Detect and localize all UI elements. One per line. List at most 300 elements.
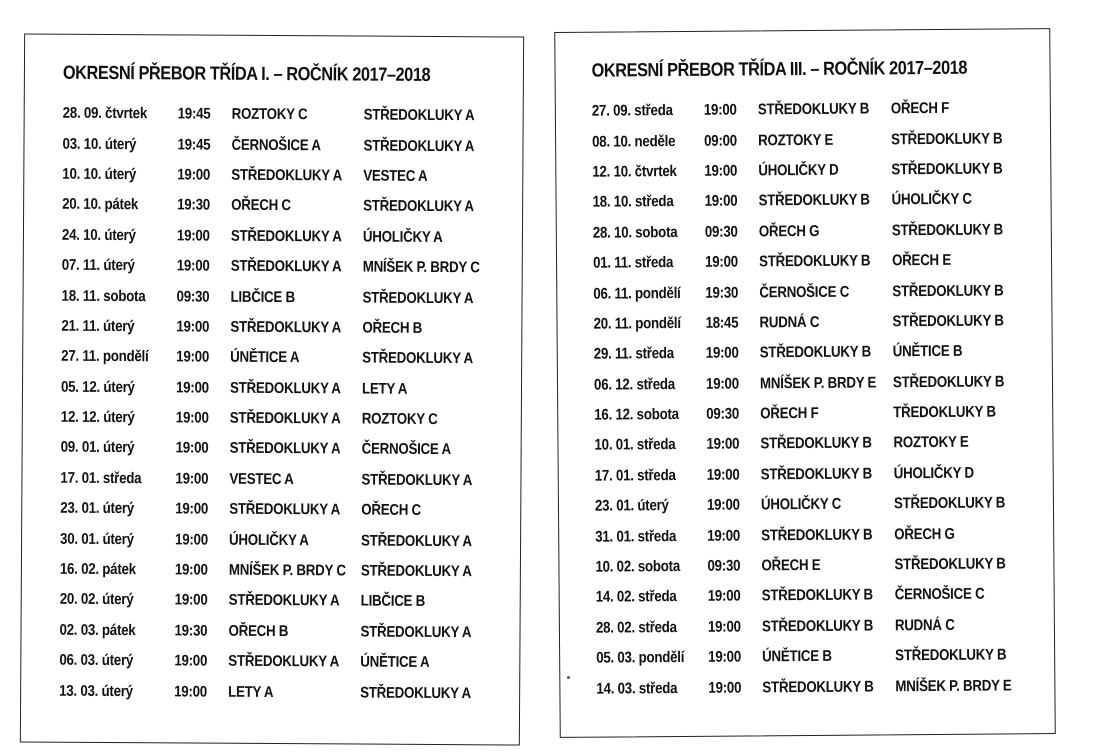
home-team — [759, 222, 892, 241]
home-team — [762, 587, 895, 606]
away-team-text: STŘEDOKLUKY B — [893, 494, 1006, 513]
match-time — [708, 649, 762, 667]
match-date-text: 14. 03. středa — [596, 679, 678, 698]
away-team-text: STŘEDOKLUKY A — [363, 197, 474, 216]
home-team-text: ČERNOŠICE C — [759, 283, 850, 301]
match-row — [23, 402, 521, 435]
match-date-text: 13. 03. úterý — [59, 682, 133, 700]
match-date — [596, 679, 708, 698]
match-date — [62, 226, 177, 245]
away-team-text: STŘEDOKLUKY A — [360, 684, 471, 702]
away-team-text: ROZTOKY C — [361, 410, 438, 429]
match-date — [59, 622, 174, 641]
away-team-text: ÚNĚTICE A — [360, 653, 430, 672]
match-row — [24, 129, 522, 162]
away-team — [362, 350, 502, 369]
match-row — [557, 215, 1051, 249]
away-team — [362, 441, 502, 460]
match-date-text: 07. 11. úterý — [61, 256, 135, 275]
home-team — [760, 344, 893, 363]
away-team — [360, 623, 500, 642]
match-time — [175, 561, 229, 579]
home-team-text: STŘEDOKLUKY A — [228, 652, 340, 671]
home-team — [759, 313, 892, 332]
away-team-text: STŘEDOKLUKY B — [894, 555, 1006, 574]
match-time — [706, 405, 760, 423]
match-date-text: 12. 10. čtvrtek — [592, 162, 677, 181]
home-team-text: STŘEDOKLUKY B — [758, 252, 871, 271]
home-team-text: STŘEDOKLUKY B — [757, 100, 870, 119]
away-team-text: STŘEDOKLUKY A — [362, 349, 473, 368]
match-date-text: 02. 03. pátek — [59, 621, 136, 639]
away-team — [893, 343, 1033, 362]
match-time-text: 19:45 — [177, 105, 211, 123]
away-team — [892, 191, 1032, 210]
match-row — [558, 427, 1052, 461]
match-date — [593, 224, 705, 243]
match-row — [557, 306, 1051, 340]
match-row — [25, 98, 523, 131]
away-team — [891, 99, 1031, 118]
match-time-text: 19:00 — [176, 257, 210, 275]
match-row — [23, 372, 521, 405]
away-team-text: OŘECH B — [362, 319, 423, 337]
match-time — [708, 679, 762, 697]
match-time — [176, 379, 230, 397]
match-row — [23, 281, 521, 314]
match-time — [175, 470, 229, 488]
match-date-text: 24. 10. úterý — [61, 226, 136, 244]
home-team — [231, 227, 363, 246]
away-team — [893, 403, 1033, 422]
match-time-text: 19:00 — [176, 318, 210, 336]
match-date — [593, 284, 705, 303]
match-time-text: 19:00 — [706, 496, 740, 515]
match-date-text: 12. 12. úterý — [60, 408, 135, 427]
match-time — [705, 253, 759, 271]
match-time-text: 19:30 — [177, 196, 210, 214]
match-date-text: 28. 10. sobota — [592, 223, 678, 242]
match-row — [556, 154, 1050, 188]
home-team-text: OŘECH G — [758, 222, 820, 241]
home-team — [229, 592, 361, 611]
match-date-text: 17. 01. středa — [60, 469, 142, 488]
home-team-text: ÚHOLIČKY C — [760, 495, 842, 514]
home-team-text: STŘEDOKLUKY A — [229, 440, 341, 458]
home-team-text: STŘEDOKLUKY A — [229, 501, 341, 519]
home-team-text: ÚNĚTICE A — [230, 349, 300, 367]
home-team — [761, 465, 894, 484]
match-time — [177, 136, 231, 154]
match-date — [59, 682, 174, 701]
home-team-text: STŘEDOKLUKY A — [229, 409, 341, 428]
match-row — [22, 554, 520, 587]
home-team-text: STŘEDOKLUKY A — [230, 318, 342, 337]
away-team — [894, 525, 1034, 544]
match-time-text: 19:00 — [176, 348, 210, 366]
match-time-text: 19:00 — [177, 166, 211, 184]
match-time-text: 19:00 — [704, 253, 738, 271]
home-team-text: STŘEDOKLUKY B — [759, 343, 872, 362]
match-date-text: 10. 01. středa — [594, 436, 676, 455]
home-team — [231, 136, 363, 155]
home-team — [758, 161, 891, 180]
match-time-text: 19:00 — [705, 344, 739, 363]
match-date-text: 10. 10. úterý — [62, 165, 137, 184]
away-team — [895, 646, 1035, 665]
home-team — [761, 496, 894, 515]
away-team — [361, 563, 501, 582]
match-date-text: 08. 10. neděle — [592, 132, 676, 151]
schedule-title: OKRESNÍ PŘEBOR TŘÍDA III. – ROČNÍK 2017–2018 — [591, 57, 968, 82]
match-date — [60, 500, 175, 519]
away-team-text: STŘEDOKLUKY A — [363, 137, 475, 155]
away-team — [363, 228, 503, 247]
home-team-text: RUDNÁ C — [759, 313, 820, 332]
home-team — [230, 349, 362, 368]
schedule-card-class-iii — [554, 28, 1056, 738]
match-time — [175, 501, 229, 519]
home-team-text: ROZTOKY C — [231, 105, 308, 124]
away-team — [893, 373, 1033, 392]
match-date-text: 28. 09. čtvrtek — [62, 104, 148, 123]
match-date-text: 20. 02. úterý — [59, 591, 134, 609]
match-date-text: 14. 02. středa — [595, 588, 677, 607]
match-date-text: 06. 11. pondělí — [593, 284, 681, 303]
match-time-text: 18:45 — [705, 314, 739, 332]
away-team — [363, 289, 503, 308]
away-team-text: STŘEDOKLUKY A — [363, 106, 475, 125]
home-team — [230, 379, 362, 398]
match-date — [594, 345, 706, 364]
away-team-text: TŘEDOKLUKY B — [893, 403, 996, 422]
match-date — [595, 558, 707, 577]
home-team — [228, 683, 360, 702]
match-date — [596, 588, 708, 607]
home-team-text: STŘEDOKLUKY B — [758, 191, 870, 210]
away-team — [894, 464, 1034, 483]
match-list — [556, 93, 1055, 705]
match-date-text: 30. 01. úterý — [60, 530, 134, 548]
home-team — [760, 404, 893, 423]
home-team-text: OŘECH F — [760, 404, 819, 423]
home-team-text: STŘEDOKLUKY B — [761, 586, 873, 605]
match-date — [593, 315, 705, 334]
match-time-text: 19:00 — [175, 379, 209, 397]
home-team-text: OŘECH E — [761, 556, 821, 575]
home-team — [759, 192, 892, 211]
match-time — [706, 436, 760, 454]
match-time — [177, 197, 231, 215]
match-row — [560, 579, 1054, 613]
match-time-text: 19:30 — [174, 622, 208, 640]
home-team — [231, 167, 363, 186]
match-time-text: 19:00 — [175, 531, 208, 549]
match-time-text: 19:30 — [705, 284, 739, 302]
match-row — [24, 250, 522, 283]
match-row — [559, 458, 1053, 492]
match-time-text: 09:30 — [707, 557, 741, 575]
match-row — [23, 433, 521, 466]
match-time-text: 19:00 — [174, 591, 208, 610]
match-row — [22, 463, 520, 496]
away-team-text: RUDNÁ C — [894, 616, 955, 635]
home-team — [229, 501, 361, 520]
away-team — [891, 160, 1031, 179]
home-team — [759, 283, 892, 302]
home-team-text: STŘEDOKLUKY B — [760, 465, 872, 484]
match-time-text: 19:00 — [707, 587, 741, 606]
away-team — [891, 130, 1031, 149]
home-team-text: ÚHOLIČKY A — [229, 531, 309, 549]
home-team — [230, 410, 362, 429]
match-date-text: 18. 11. sobota — [61, 287, 146, 305]
match-time — [704, 102, 758, 120]
match-row — [23, 342, 521, 375]
match-row — [558, 336, 1052, 370]
home-team — [228, 653, 360, 672]
match-row — [556, 93, 1050, 127]
away-team — [361, 532, 501, 551]
match-row — [556, 184, 1050, 218]
home-team-text: STŘEDOKLUKY A — [230, 227, 342, 246]
home-team — [229, 471, 361, 490]
away-team — [892, 251, 1032, 270]
home-team-text: OŘECH C — [231, 197, 291, 215]
home-team — [760, 435, 893, 454]
away-team-text: STŘEDOKLUKY A — [361, 532, 472, 550]
match-time-text: 19:00 — [174, 683, 208, 701]
away-team-text: LETY A — [361, 380, 408, 398]
match-time — [177, 258, 231, 276]
away-team-text: OŘECH F — [890, 100, 950, 118]
away-team-text: STŘEDOKLUKY A — [361, 471, 473, 490]
match-date — [62, 135, 177, 154]
match-date — [62, 287, 177, 306]
away-team — [361, 502, 501, 521]
away-team-text: STŘEDOKLUKY A — [360, 562, 472, 581]
match-time-text: 19:00 — [704, 192, 738, 211]
match-row — [557, 245, 1051, 279]
match-row — [21, 615, 519, 648]
match-date — [61, 409, 176, 428]
match-time-text: 19:00 — [175, 439, 209, 458]
match-date — [594, 436, 706, 455]
match-time — [176, 410, 230, 428]
match-time — [706, 375, 760, 393]
away-team — [363, 137, 503, 156]
home-team-text: MNÍŠEK P. BRDY C — [228, 561, 346, 580]
match-row — [559, 488, 1053, 522]
match-row — [558, 397, 1052, 431]
home-team — [759, 252, 892, 271]
match-date — [595, 497, 707, 516]
away-team — [892, 312, 1032, 331]
home-team — [762, 617, 895, 636]
away-team-text: MNÍŠEK P. BRDY E — [895, 676, 1012, 695]
home-team-text: MNÍŠEK P. BRDY E — [759, 374, 877, 393]
match-time — [708, 588, 762, 606]
match-date — [62, 196, 177, 215]
match-date-text: 28. 02. středa — [595, 618, 677, 637]
away-team-text: VESTEC A — [363, 167, 428, 185]
home-team-text: STŘEDOKLUKY A — [231, 166, 343, 185]
home-team-text: STŘEDOKLUKY B — [762, 678, 874, 696]
match-date-text: 10. 02. sobota — [595, 558, 681, 576]
home-team — [761, 556, 894, 575]
away-team — [893, 434, 1033, 453]
home-team — [229, 562, 361, 581]
match-date-text: 16. 02. pátek — [59, 560, 136, 579]
match-date-text: 27. 09. středa — [591, 102, 673, 120]
match-time-text: 19:00 — [175, 500, 209, 518]
away-team — [895, 586, 1035, 605]
match-date — [60, 530, 175, 549]
match-time-text: 09:30 — [704, 223, 738, 241]
match-time-text: 09:30 — [176, 287, 210, 306]
match-time-text: 19:00 — [704, 162, 738, 180]
away-team — [894, 555, 1034, 574]
match-time — [174, 683, 228, 701]
match-row — [560, 640, 1054, 674]
home-team — [229, 531, 361, 550]
home-team — [761, 526, 894, 545]
match-time — [708, 618, 762, 636]
away-team — [363, 259, 503, 278]
away-team — [362, 319, 502, 338]
away-team — [894, 494, 1034, 513]
match-date — [595, 467, 707, 486]
match-date — [61, 439, 176, 458]
match-row — [557, 275, 1051, 309]
away-team — [360, 654, 500, 673]
home-team-text: ÚNĚTICE B — [762, 648, 832, 666]
away-team — [361, 593, 501, 612]
away-team-text: STŘEDOKLUKY B — [891, 160, 1003, 179]
match-row — [24, 220, 522, 253]
away-team-text: STŘEDOKLUKY B — [892, 281, 1004, 300]
match-date-text: 06. 12. středa — [593, 375, 675, 394]
away-team-text: ČERNOŠICE C — [894, 586, 985, 604]
home-team — [230, 440, 362, 459]
match-time-text: 19:00 — [708, 648, 742, 666]
match-date-text: 05. 03. pondělí — [596, 649, 685, 667]
match-row — [22, 524, 520, 557]
match-date — [59, 652, 174, 671]
match-time — [707, 557, 761, 575]
match-time — [178, 106, 232, 124]
match-date — [596, 649, 708, 668]
home-team-text: ÚHOLIČKY D — [758, 161, 839, 180]
away-team — [892, 221, 1032, 240]
match-date — [594, 375, 706, 394]
home-team — [232, 106, 364, 125]
away-team-text: STŘEDOKLUKY B — [895, 646, 1007, 665]
match-date — [60, 591, 175, 610]
away-team — [363, 198, 503, 217]
match-date — [61, 318, 176, 337]
match-time — [177, 227, 231, 245]
away-team — [895, 677, 1035, 696]
match-time — [174, 622, 228, 640]
away-team-text: STŘEDOKLUKY A — [362, 289, 474, 307]
match-date — [593, 193, 705, 212]
match-time-text: 19:00 — [707, 527, 741, 545]
match-time — [176, 349, 230, 367]
match-date — [594, 406, 706, 425]
away-team — [892, 282, 1032, 301]
match-row — [21, 676, 519, 709]
home-team — [231, 258, 363, 277]
home-team-text: STŘEDOKLUKY A — [228, 592, 340, 610]
match-time — [706, 345, 760, 363]
match-date — [61, 348, 176, 367]
home-team-text: LIBČICE B — [230, 288, 295, 306]
away-team — [362, 411, 502, 430]
match-date-text: 17. 01. středa — [594, 466, 676, 485]
away-team — [361, 471, 501, 490]
away-team-text: ÚHOLIČKY D — [893, 464, 974, 483]
home-team — [762, 648, 895, 667]
match-time — [705, 284, 759, 302]
home-team-text: STŘEDOKLUKY B — [760, 434, 872, 453]
match-date-text: 18. 10. středa — [592, 193, 674, 212]
match-row — [560, 610, 1054, 644]
away-team — [364, 107, 504, 126]
match-date — [592, 163, 704, 182]
match-row — [559, 549, 1053, 583]
match-row — [558, 367, 1052, 401]
home-team-text: LETY A — [228, 683, 274, 701]
away-team-text: ÚHOLIČKY A — [362, 228, 443, 246]
match-row — [23, 311, 521, 344]
match-time — [176, 440, 230, 458]
match-row — [24, 190, 522, 223]
away-team — [895, 616, 1035, 635]
match-date-text: 16. 12. sobota — [594, 406, 679, 424]
away-team-text: ÚHOLIČKY C — [891, 191, 972, 209]
match-date-text: 01. 11. středa — [592, 254, 674, 272]
match-time — [176, 318, 230, 336]
home-team-text: ROZTOKY E — [758, 131, 834, 149]
match-time — [704, 132, 758, 150]
match-time-text: 19:00 — [174, 652, 208, 670]
match-time-text: 19:00 — [706, 466, 740, 484]
match-date-text: 31. 01. středa — [595, 527, 677, 546]
match-time — [705, 223, 759, 241]
match-date — [596, 619, 708, 638]
match-time — [705, 193, 759, 211]
match-date — [595, 527, 707, 546]
match-time-text: 19:00 — [705, 375, 739, 393]
match-row — [22, 494, 520, 527]
away-team — [363, 168, 503, 187]
match-list — [21, 98, 523, 709]
match-date — [62, 166, 177, 185]
match-time — [704, 162, 758, 180]
match-time — [707, 466, 761, 484]
home-team — [762, 678, 895, 697]
match-time-text: 19:00 — [175, 409, 209, 427]
home-team — [230, 319, 362, 338]
match-time-text: 19:00 — [703, 101, 737, 119]
match-date — [592, 102, 704, 121]
home-team-text: STŘEDOKLUKY B — [761, 526, 873, 545]
match-time — [707, 527, 761, 545]
away-team-text: OŘECH E — [891, 251, 952, 270]
home-team-text: STŘEDOKLUKY B — [761, 617, 874, 636]
match-time-text: 19:00 — [707, 618, 741, 636]
